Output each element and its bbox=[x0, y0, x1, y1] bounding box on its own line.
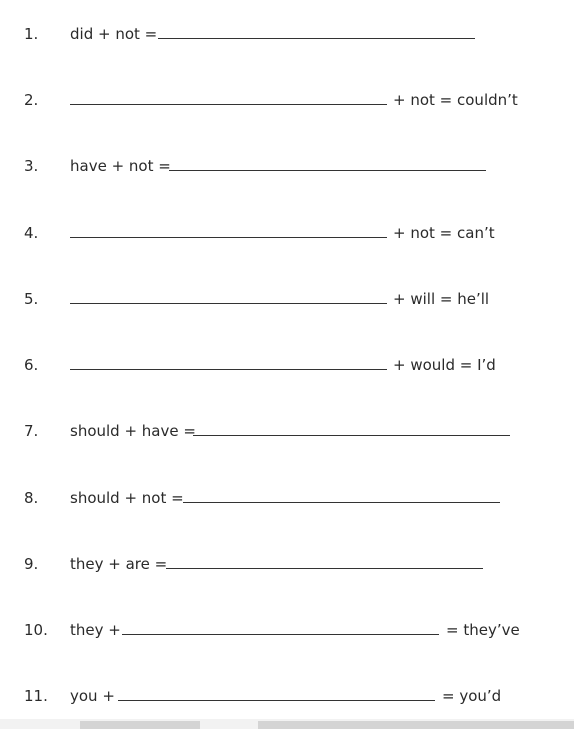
answer-line[interactable] bbox=[70, 104, 387, 105]
question-suffix: + not = can’t bbox=[393, 224, 495, 242]
question-suffix: + would = I’d bbox=[393, 356, 496, 374]
question-number: 2. bbox=[24, 91, 39, 109]
question-prompt: they + bbox=[70, 621, 121, 639]
question-prompt: you + bbox=[70, 687, 115, 705]
answer-line[interactable] bbox=[193, 435, 510, 436]
question-row bbox=[0, 419, 574, 443]
question-number: 8. bbox=[24, 489, 39, 507]
question-prompt: did + not = bbox=[70, 25, 158, 43]
question-suffix: + will = he’ll bbox=[393, 290, 490, 308]
question-prompt: should + have = bbox=[70, 422, 196, 440]
question-row bbox=[0, 154, 574, 178]
scrollbar-track-segment bbox=[258, 721, 574, 729]
question-prompt: have + not = bbox=[70, 157, 171, 175]
question-row bbox=[0, 353, 574, 377]
answer-line[interactable] bbox=[118, 700, 435, 701]
question-row bbox=[0, 88, 574, 112]
question-number: 1. bbox=[24, 25, 39, 43]
question-row bbox=[0, 552, 574, 576]
question-row bbox=[0, 22, 574, 46]
question-number: 4. bbox=[24, 224, 39, 242]
question-number: 6. bbox=[24, 356, 39, 374]
question-row bbox=[0, 618, 574, 642]
answer-line[interactable] bbox=[169, 170, 486, 171]
answer-line[interactable] bbox=[70, 303, 387, 304]
question-suffix: = you’d bbox=[442, 687, 502, 705]
question-prompt: they + are = bbox=[70, 555, 168, 573]
question-row bbox=[0, 287, 574, 311]
answer-line[interactable] bbox=[158, 38, 475, 39]
question-number: 5. bbox=[24, 290, 39, 308]
answer-line[interactable] bbox=[166, 568, 483, 569]
answer-line[interactable] bbox=[122, 634, 439, 635]
question-number: 10. bbox=[24, 621, 48, 639]
question-number: 11. bbox=[24, 687, 48, 705]
question-row bbox=[0, 221, 574, 245]
question-suffix: + not = couldn’t bbox=[393, 91, 518, 109]
answer-line[interactable] bbox=[70, 237, 387, 238]
question-prompt: should + not = bbox=[70, 489, 184, 507]
horizontal-scrollbar[interactable] bbox=[0, 719, 574, 729]
question-suffix: = they’ve bbox=[446, 621, 520, 639]
question-row bbox=[0, 684, 574, 708]
question-number: 7. bbox=[24, 422, 39, 440]
answer-line[interactable] bbox=[183, 502, 500, 503]
answer-line[interactable] bbox=[70, 369, 387, 370]
question-number: 9. bbox=[24, 555, 39, 573]
question-row bbox=[0, 486, 574, 510]
question-number: 3. bbox=[24, 157, 39, 175]
scrollbar-thumb[interactable] bbox=[80, 721, 200, 729]
